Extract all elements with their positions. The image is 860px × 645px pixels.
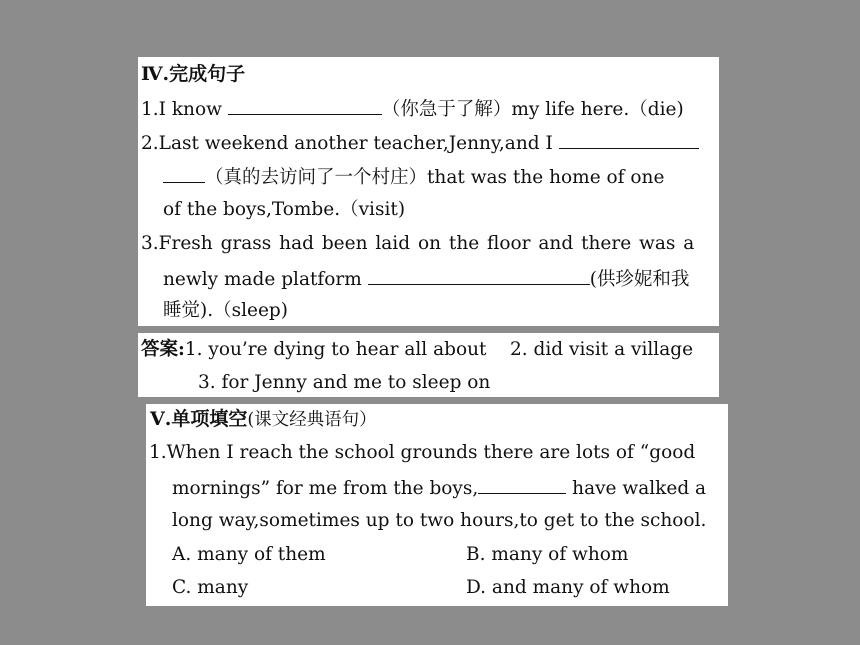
question-number: 1. [149,442,167,463]
item1-before: I know [158,99,222,120]
option-d[interactable]: D. and many of whom [466,577,670,598]
section5-title: Ⅴ.单项填空 [150,408,248,430]
item3-number: 3. [141,233,159,254]
answers-label: 答案: [141,339,185,360]
section4-panel [138,57,719,326]
item2-blank-part1[interactable] [559,131,699,149]
item2-line1-text: Last weekend another teacher,Jenny,and I [158,133,553,154]
section4-item1 [141,97,684,121]
answers-panel [138,333,719,397]
question-line2-after: have walked a [572,478,707,499]
item1-number: 1. [141,99,159,120]
question-line3: long way,sometimes up to two hours,to get to the school. [172,510,707,531]
answers-line1-text: 1. you’re dying to hear all about 2. did visit a village [184,339,694,360]
option-c[interactable]: C. many [172,577,249,598]
question-line2-before: mornings” for me from the boys, [172,478,479,499]
section5-title-line [150,408,377,431]
question-line2 [172,476,706,500]
section5-subtitle: (课文经典语句） [247,410,377,430]
option-b[interactable]: B. many of whom [466,544,629,565]
section4-item2-line1 [141,131,699,155]
item1-blank[interactable] [228,97,382,115]
section4-item3-line2 [163,267,689,291]
item2-number: 2. [141,133,159,154]
question-line1-text: When I reach the school grounds there are lots of “good [166,442,696,463]
section5-panel [146,404,728,606]
section4-title: Ⅳ.完成句子 [141,63,246,85]
item3-line2-after: (供珍妮和我 [589,269,690,290]
item3-line2-before: newly made platform [163,269,362,290]
section4-item3-line1 [141,233,694,255]
item1-after: （你急于了解）my life here.（die) [381,99,684,120]
section4-item2-line2 [163,165,664,189]
question-blank[interactable] [478,476,566,494]
answers-line2: 3. for Jenny and me to sleep on [198,372,491,393]
section4-item2-line3: of the boys,Tombe.（visit) [163,199,406,220]
answers-line1 [141,339,693,361]
option-a[interactable]: A. many of them [172,544,326,565]
item2-line2-text: （真的去访问了一个村庄）that was the home of one [205,167,665,188]
item2-blank-part2[interactable] [163,165,205,183]
section4-item3-line3: 睡觉).（sleep) [163,300,288,321]
item3-blank[interactable] [368,267,590,285]
item3-line1-text: Fresh grass had been laid on the floor and there was a [158,233,695,254]
question-line1 [149,442,695,464]
